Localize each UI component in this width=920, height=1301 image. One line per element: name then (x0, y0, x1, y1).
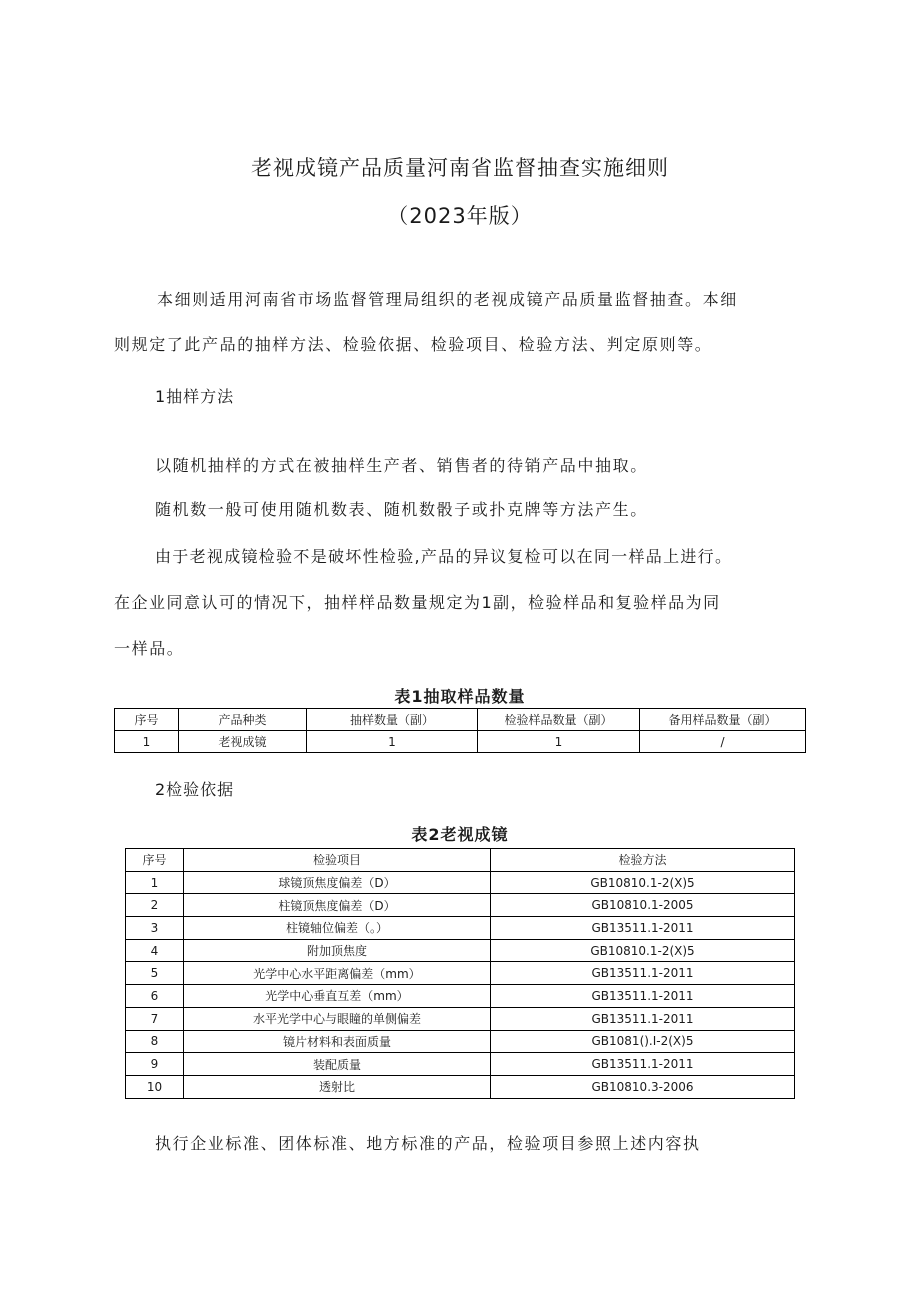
table-cell: 老视成镜 (179, 731, 307, 753)
table-header-row (126, 849, 795, 872)
table-cell: GB13511.1-2011 (491, 962, 795, 985)
table-header-cell: 检验样品数量（副） (478, 709, 640, 731)
table-row (126, 917, 795, 940)
table-cell: 3 (126, 917, 184, 940)
table-cell: 柱镜顶焦度偏差（D） (184, 894, 491, 917)
table-cell: 光学中心垂直互差（mm） (184, 985, 491, 1008)
table-row (126, 962, 795, 985)
table-cell: 水平光学中心与眼瞳的单侧偏差 (184, 1007, 491, 1030)
table-header-cell: 产品种类 (179, 709, 307, 731)
table-row (126, 1075, 795, 1098)
table-cell: 1 (307, 731, 478, 753)
section-2-heading: 2检验依据 (155, 780, 235, 799)
table-header-cell: 检验项目 (184, 849, 491, 872)
table-cell: 10 (126, 1075, 184, 1098)
table-cell: 柱镜轴位偏差（。） (184, 917, 491, 940)
table-row (126, 939, 795, 962)
table-cell: GB13511.1-2011 (491, 917, 795, 940)
table-cell: 1 (126, 871, 184, 894)
table-header-cell: 检验方法 (491, 849, 795, 872)
table-row (126, 894, 795, 917)
section-1-paragraph-3-line-2: 在企业同意认可的情况下，抽样样品数量规定为1副，检验样品和复验样品为同 (114, 593, 721, 612)
table-cell: 1 (478, 731, 640, 753)
table-header-cell: 序号 (126, 849, 184, 872)
table-cell: 4 (126, 939, 184, 962)
table-cell: GB10810.1-2(X)5 (491, 939, 795, 962)
table-cell: GB13511.1-2011 (491, 985, 795, 1008)
table-row (126, 1007, 795, 1030)
closing-paragraph: 执行企业标准、团体标准、地方标准的产品，检验项目参照上述内容执 (155, 1134, 701, 1153)
table-1-caption: 表1抽取样品数量 (394, 687, 526, 706)
table-header-cell: 备用样品数量（副） (640, 709, 806, 731)
table-cell: 7 (126, 1007, 184, 1030)
intro-line-2: 则规定了此产品的抽样方法、检验依据、检验项目、检验方法、判定原则等。 (114, 335, 713, 354)
table-cell: 9 (126, 1053, 184, 1076)
table-cell: 装配质量 (184, 1053, 491, 1076)
table-header-cell: 序号 (115, 709, 179, 731)
sample-quantity-table (114, 708, 806, 753)
table-row (126, 985, 795, 1008)
section-1-paragraph-3-line-3: 一样品。 (114, 639, 185, 658)
table-cell: GB1081().I-2(X)5 (491, 1030, 795, 1053)
table-cell: GB10810.1-2005 (491, 894, 795, 917)
section-1-paragraph-1: 以随机抽样的方式在被抽样生产者、销售者的待销产品中抽取。 (155, 456, 648, 475)
table-cell: 1 (115, 731, 179, 753)
section-1-paragraph-2: 随机数一般可使用随机数表、随机数骰子或扑克牌等方法产生。 (155, 500, 648, 519)
table-row (126, 871, 795, 894)
table-cell: GB10810.1-2(X)5 (491, 871, 795, 894)
table-header-cell: 抽样数量（副） (307, 709, 478, 731)
table-cell: 5 (126, 962, 184, 985)
table-cell: GB13511.1-2011 (491, 1053, 795, 1076)
document-title: 老视成镜产品质量河南省监督抽查实施细则 (251, 156, 669, 180)
table-cell: 8 (126, 1030, 184, 1053)
table-cell: 附加顶焦度 (184, 939, 491, 962)
table-cell: / (640, 731, 806, 753)
table-row (126, 1053, 795, 1076)
table-2-caption: 表2老视成镜 (411, 825, 509, 844)
table-row (126, 1030, 795, 1053)
intro-line-1: 本细则适用河南省市场监督管理局组织的老视成镜产品质量监督抽查。本细 (157, 290, 738, 309)
table-cell: 透射比 (184, 1075, 491, 1098)
section-1-heading: 1抽样方法 (155, 387, 235, 406)
table-header-row (115, 709, 806, 731)
inspection-items-table (125, 848, 795, 1099)
table-cell: 2 (126, 894, 184, 917)
table-cell: 球镜顶焦度偏差（D） (184, 871, 491, 894)
table-cell: 6 (126, 985, 184, 1008)
section-1-paragraph-3-line-1: 由于老视成镜检验不是破坏性检验,产品的异议复检可以在同一样品上进行。 (155, 547, 733, 566)
table-cell: GB13511.1-2011 (491, 1007, 795, 1030)
table-row (115, 731, 806, 753)
table-cell: 镜片材料和表面质量 (184, 1030, 491, 1053)
table-cell: GB10810.3-2006 (491, 1075, 795, 1098)
table-cell: 光学中心水平距离偏差（mm） (184, 962, 491, 985)
document-subtitle: （2023年版） (387, 204, 533, 228)
